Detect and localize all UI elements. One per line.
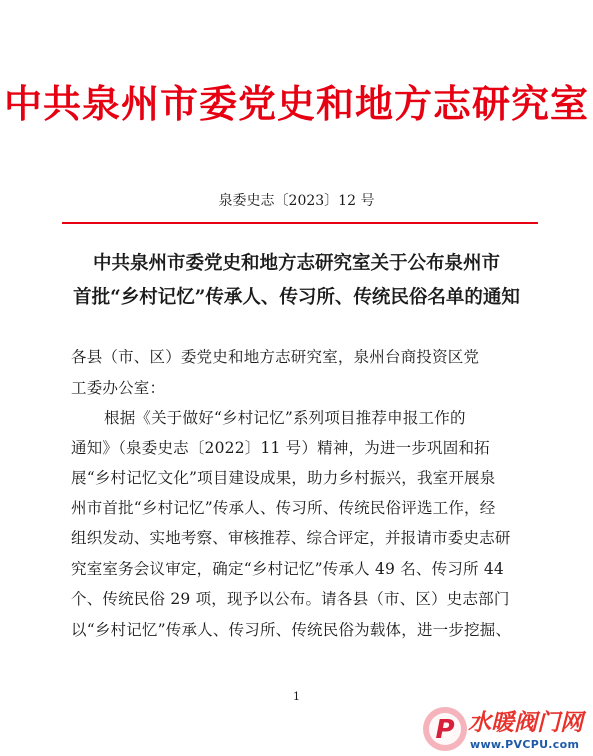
notice-title-line-1: 中共泉州市委党史和地方志研究室关于公布泉州市 [92, 253, 500, 274]
body-line: 组织发动、实地考察、审核推荐、综合评定，并报请市委史志研 [71, 529, 511, 547]
watermark-brand-text: 水暖阀门网 [468, 710, 583, 736]
body-line: 以“乡村记忆”传承人、传习所、传统民俗为载体，进一步挖掘、 [71, 621, 512, 639]
body-line: 展“乡村记忆文化”项目建设成果，助力乡村振兴，我室开展泉 [71, 469, 496, 487]
body-line: 州市首批“乡村记忆”传承人、传习所、传统民俗评选工作，经 [71, 499, 496, 517]
red-divider-line [62, 222, 538, 224]
page-number: 1 [293, 690, 300, 703]
pvcpu-logo-icon [420, 704, 470, 754]
watermark-url-text: www.PVCPU.com [470, 738, 580, 751]
body-line: 通知》（泉委史志〔2022〕11 号）精神，为进一步巩固和拓 [71, 439, 490, 457]
body-line: 个、传统民俗 29 项，现予以公布。请各县（市、区）史志部门 [71, 590, 510, 608]
document-number: 泉委史志〔2023〕12 号 [218, 193, 375, 209]
site-watermark [420, 704, 593, 756]
body-line: 各县（市、区）委党史和地方志研究室，泉州台商投资区党 [71, 348, 480, 366]
body-line: 究室室务会议审定，确定“乡村记忆”传承人 49 名、传习所 44 [71, 560, 504, 578]
body-line: 工委办公室： [71, 379, 166, 397]
body-line: 根据《关于做好“乡村记忆”系列项目推荐申报工作的 [104, 409, 466, 427]
logo-letter: P [435, 715, 455, 745]
notice-title-line-2: 首批“乡村记忆”传承人、传习所、传统民俗名单的通知 [73, 287, 520, 308]
org-header-title: 中共泉州市委党史和地方志研究室 [3, 81, 589, 126]
